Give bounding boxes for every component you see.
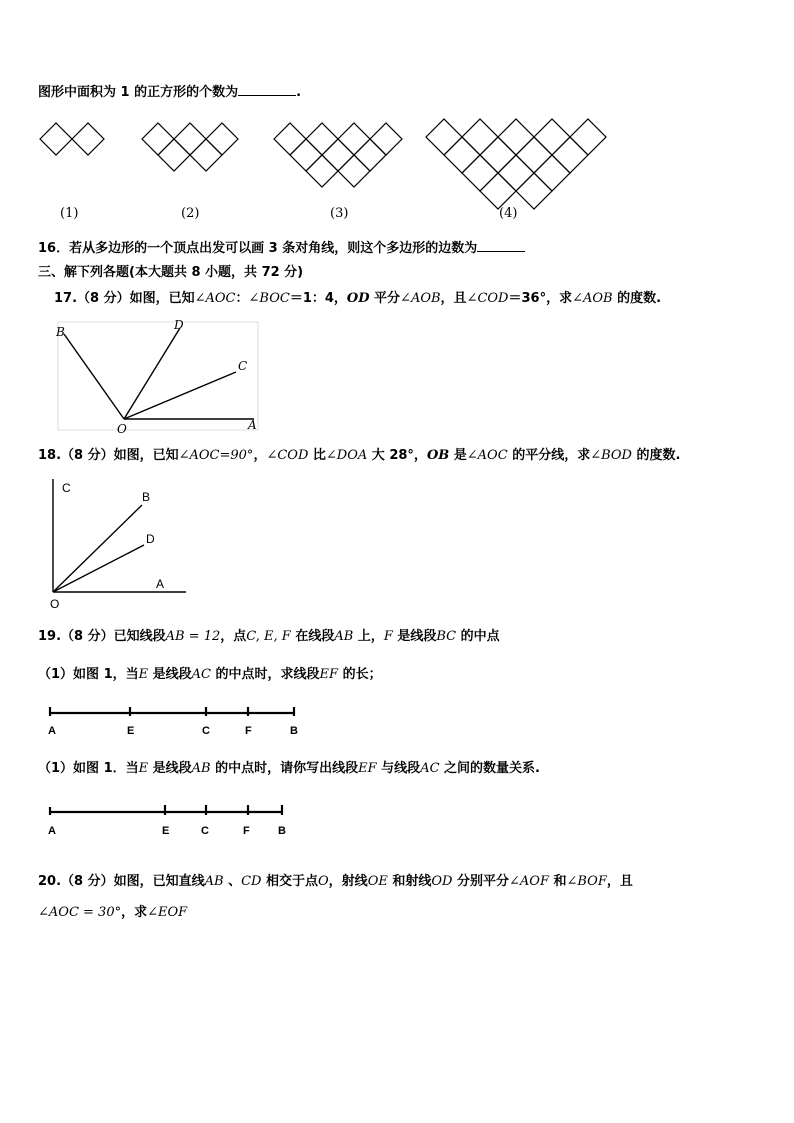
figure-3-label: (3) bbox=[330, 206, 349, 221]
q18-angle4: ∠AOC bbox=[466, 448, 508, 463]
q20-prefix: 20.（8 分）如图，已知直线 bbox=[38, 874, 205, 889]
q19-prefix: 19.（8 分）已知线段 bbox=[38, 629, 166, 644]
seg2-label-c: C bbox=[201, 825, 209, 837]
question-18 bbox=[38, 447, 680, 465]
section-3-heading bbox=[38, 264, 303, 282]
question-19-part-1 bbox=[38, 666, 382, 684]
label-d: D bbox=[146, 532, 155, 546]
ray-oc bbox=[124, 372, 236, 419]
question-20 bbox=[38, 873, 633, 891]
q18-angle5: ∠BOD bbox=[590, 448, 632, 463]
q19-p1-suffix: 的长； bbox=[338, 667, 382, 682]
q20-mid3: ，射线 bbox=[328, 874, 368, 889]
label-c: C bbox=[238, 359, 248, 373]
q15-tail-text bbox=[38, 83, 301, 102]
q19-p1-e: E bbox=[138, 667, 149, 682]
q20-oe: OE bbox=[367, 874, 388, 889]
figure-2-diamonds bbox=[142, 123, 238, 171]
answer-blank[interactable] bbox=[238, 83, 296, 96]
q19-p2-prefix: （1）如图 1．当 bbox=[38, 761, 139, 776]
q17-angle5: ∠AOB bbox=[572, 291, 613, 306]
q19-p2-mid: 是线段 bbox=[148, 761, 192, 776]
q19-suffix: 的中点 bbox=[456, 629, 500, 644]
label-a: A bbox=[156, 577, 165, 591]
seg1-label-e: E bbox=[127, 725, 135, 737]
q17-mid1: ： bbox=[235, 291, 249, 306]
q17-mid4: ，且 bbox=[440, 291, 467, 306]
q19-p2-mid3: 与线段 bbox=[376, 761, 421, 776]
q19-p1-ac: AC bbox=[191, 667, 211, 682]
q20-suffix: ，且 bbox=[606, 874, 633, 889]
q20-line2-mid: ，求 bbox=[121, 905, 148, 920]
figure-1-diamonds bbox=[40, 123, 104, 155]
question-19 bbox=[38, 628, 500, 646]
seg1-label-a: A bbox=[48, 725, 56, 737]
figure-1-label: (1) bbox=[60, 206, 79, 221]
figure-4-diamonds bbox=[426, 119, 606, 209]
q19-ab2: AB bbox=[334, 629, 354, 644]
figure-3-diamonds bbox=[274, 123, 402, 187]
seg1-label-b: B bbox=[290, 725, 298, 737]
answer-blank[interactable] bbox=[477, 239, 525, 252]
q20-ab: AB bbox=[204, 874, 224, 889]
question-19-part-2 bbox=[38, 760, 540, 778]
q18-angle2: ∠COD bbox=[266, 448, 309, 463]
figure-4-label: (4) bbox=[499, 206, 518, 221]
label-b: B bbox=[142, 490, 151, 504]
q19-points: C, E, F bbox=[246, 629, 291, 644]
q17-mid3: 平分 bbox=[369, 291, 401, 306]
ray-od bbox=[124, 328, 180, 419]
q19-p2-ab: AB bbox=[191, 761, 211, 776]
question-20-line-2 bbox=[38, 904, 187, 922]
q20-od: OD bbox=[431, 874, 453, 889]
q17-angle1: ∠AOC bbox=[194, 291, 236, 306]
q19-mid2: 在线段 bbox=[290, 629, 335, 644]
seg1-label-c: C bbox=[202, 725, 210, 737]
seg1-label-f: F bbox=[245, 725, 252, 737]
q20-mid2: 相交于点 bbox=[261, 874, 318, 889]
q19-p1-prefix: （1）如图 1，当 bbox=[38, 667, 139, 682]
seg2-label-e: E bbox=[162, 825, 170, 837]
q15-figures bbox=[0, 115, 794, 235]
q19-p2-mid2: 的中点时，请你写出线段 bbox=[210, 761, 359, 776]
q20-mid5: 分别平分 bbox=[452, 874, 509, 889]
q18-angle1: ∠AOC=90° bbox=[178, 448, 254, 463]
q20-line2-angle: ∠AOC = 30° bbox=[38, 905, 122, 920]
q19-p1-mid2: 的中点时，求线段 bbox=[211, 667, 320, 682]
q16-text: 16．若从多边形的一个顶点出发可以画 3 条对角线，则这个多边形的边数为 bbox=[38, 241, 478, 256]
q18-mid5: 的平分线，求 bbox=[507, 448, 591, 463]
ray-ob bbox=[64, 334, 124, 419]
q20-angle2: ∠BOF bbox=[566, 874, 607, 889]
ray-ob bbox=[53, 505, 142, 592]
q19-bc: BC bbox=[436, 629, 457, 644]
q20-mid4: 和射线 bbox=[387, 874, 432, 889]
q19-segment-figure-1 bbox=[44, 700, 314, 740]
label-o: O bbox=[50, 597, 60, 610]
q17-prefix: 17.（8 分）如图，已知 bbox=[54, 291, 195, 306]
label-b: B bbox=[56, 325, 65, 339]
q19-p2-suffix: 之间的数量关系. bbox=[439, 761, 540, 776]
q17-mid2: ＝1：4， bbox=[289, 291, 347, 306]
q18-mid2: 比 bbox=[308, 448, 326, 463]
label-a: A bbox=[248, 418, 257, 432]
q19-mid1: ，点 bbox=[220, 629, 247, 644]
q17-suffix: 的度数. bbox=[612, 291, 662, 306]
q19-p2-ef: EF bbox=[358, 761, 377, 776]
q20-mid6: 和 bbox=[548, 874, 567, 889]
label-o: O bbox=[117, 422, 127, 435]
q15-text: 图形中面积为 1 的正方形的个数为 bbox=[38, 85, 239, 100]
question-16 bbox=[38, 239, 525, 258]
q19-p2-e: E bbox=[138, 761, 149, 776]
q17-angle2: ∠BOC bbox=[248, 291, 290, 306]
section-3-text: 三、解下列各题(本大题共 8 小题，共 72 分) bbox=[38, 265, 304, 280]
q18-ob: OB bbox=[426, 448, 450, 463]
q19-f: F bbox=[383, 629, 393, 644]
q19-p1-mid: 是线段 bbox=[148, 667, 192, 682]
q18-angle-diagram bbox=[46, 475, 196, 610]
q19-ab: AB = 12 bbox=[165, 629, 221, 644]
q17-angle4: ∠COD bbox=[466, 291, 509, 306]
q18-suffix: 的度数. bbox=[631, 448, 681, 463]
q19-p2-ac: AC bbox=[420, 761, 440, 776]
q19-segment-figure-2 bbox=[44, 802, 304, 842]
label-c: C bbox=[62, 481, 71, 495]
q19-mid3: 上， bbox=[353, 629, 384, 644]
q17-od: OD bbox=[346, 291, 370, 306]
q18-mid4: 是 bbox=[449, 448, 467, 463]
q20-cd: CD bbox=[241, 874, 262, 889]
label-d: D bbox=[174, 320, 184, 332]
q17-angle3: ∠AOB bbox=[400, 291, 441, 306]
figure-2-label: (2) bbox=[181, 206, 200, 221]
q20-mid1: 、 bbox=[223, 874, 242, 889]
q18-angle3: ∠DOA bbox=[325, 448, 368, 463]
question-17 bbox=[54, 290, 661, 308]
ray-od bbox=[53, 545, 144, 592]
q19-p1-ef: EF bbox=[319, 667, 339, 682]
q18-mid3: 大 28°， bbox=[367, 448, 427, 463]
q18-prefix: 18.（8 分）如图，已知 bbox=[38, 448, 179, 463]
seg2-label-f: F bbox=[243, 825, 250, 837]
q20-line2-angle2: ∠EOF bbox=[147, 905, 188, 920]
q17-mid5: ＝36°，求 bbox=[508, 291, 573, 306]
q17-angle-diagram bbox=[54, 320, 264, 435]
q20-o: O bbox=[318, 874, 329, 889]
seg2-label-b: B bbox=[278, 825, 286, 837]
q19-mid4: 是线段 bbox=[392, 629, 437, 644]
q20-angle1: ∠AOF bbox=[509, 874, 549, 889]
seg2-label-a: A bbox=[48, 825, 56, 837]
q15-end: . bbox=[296, 85, 302, 100]
q18-mid1: ， bbox=[253, 448, 267, 463]
